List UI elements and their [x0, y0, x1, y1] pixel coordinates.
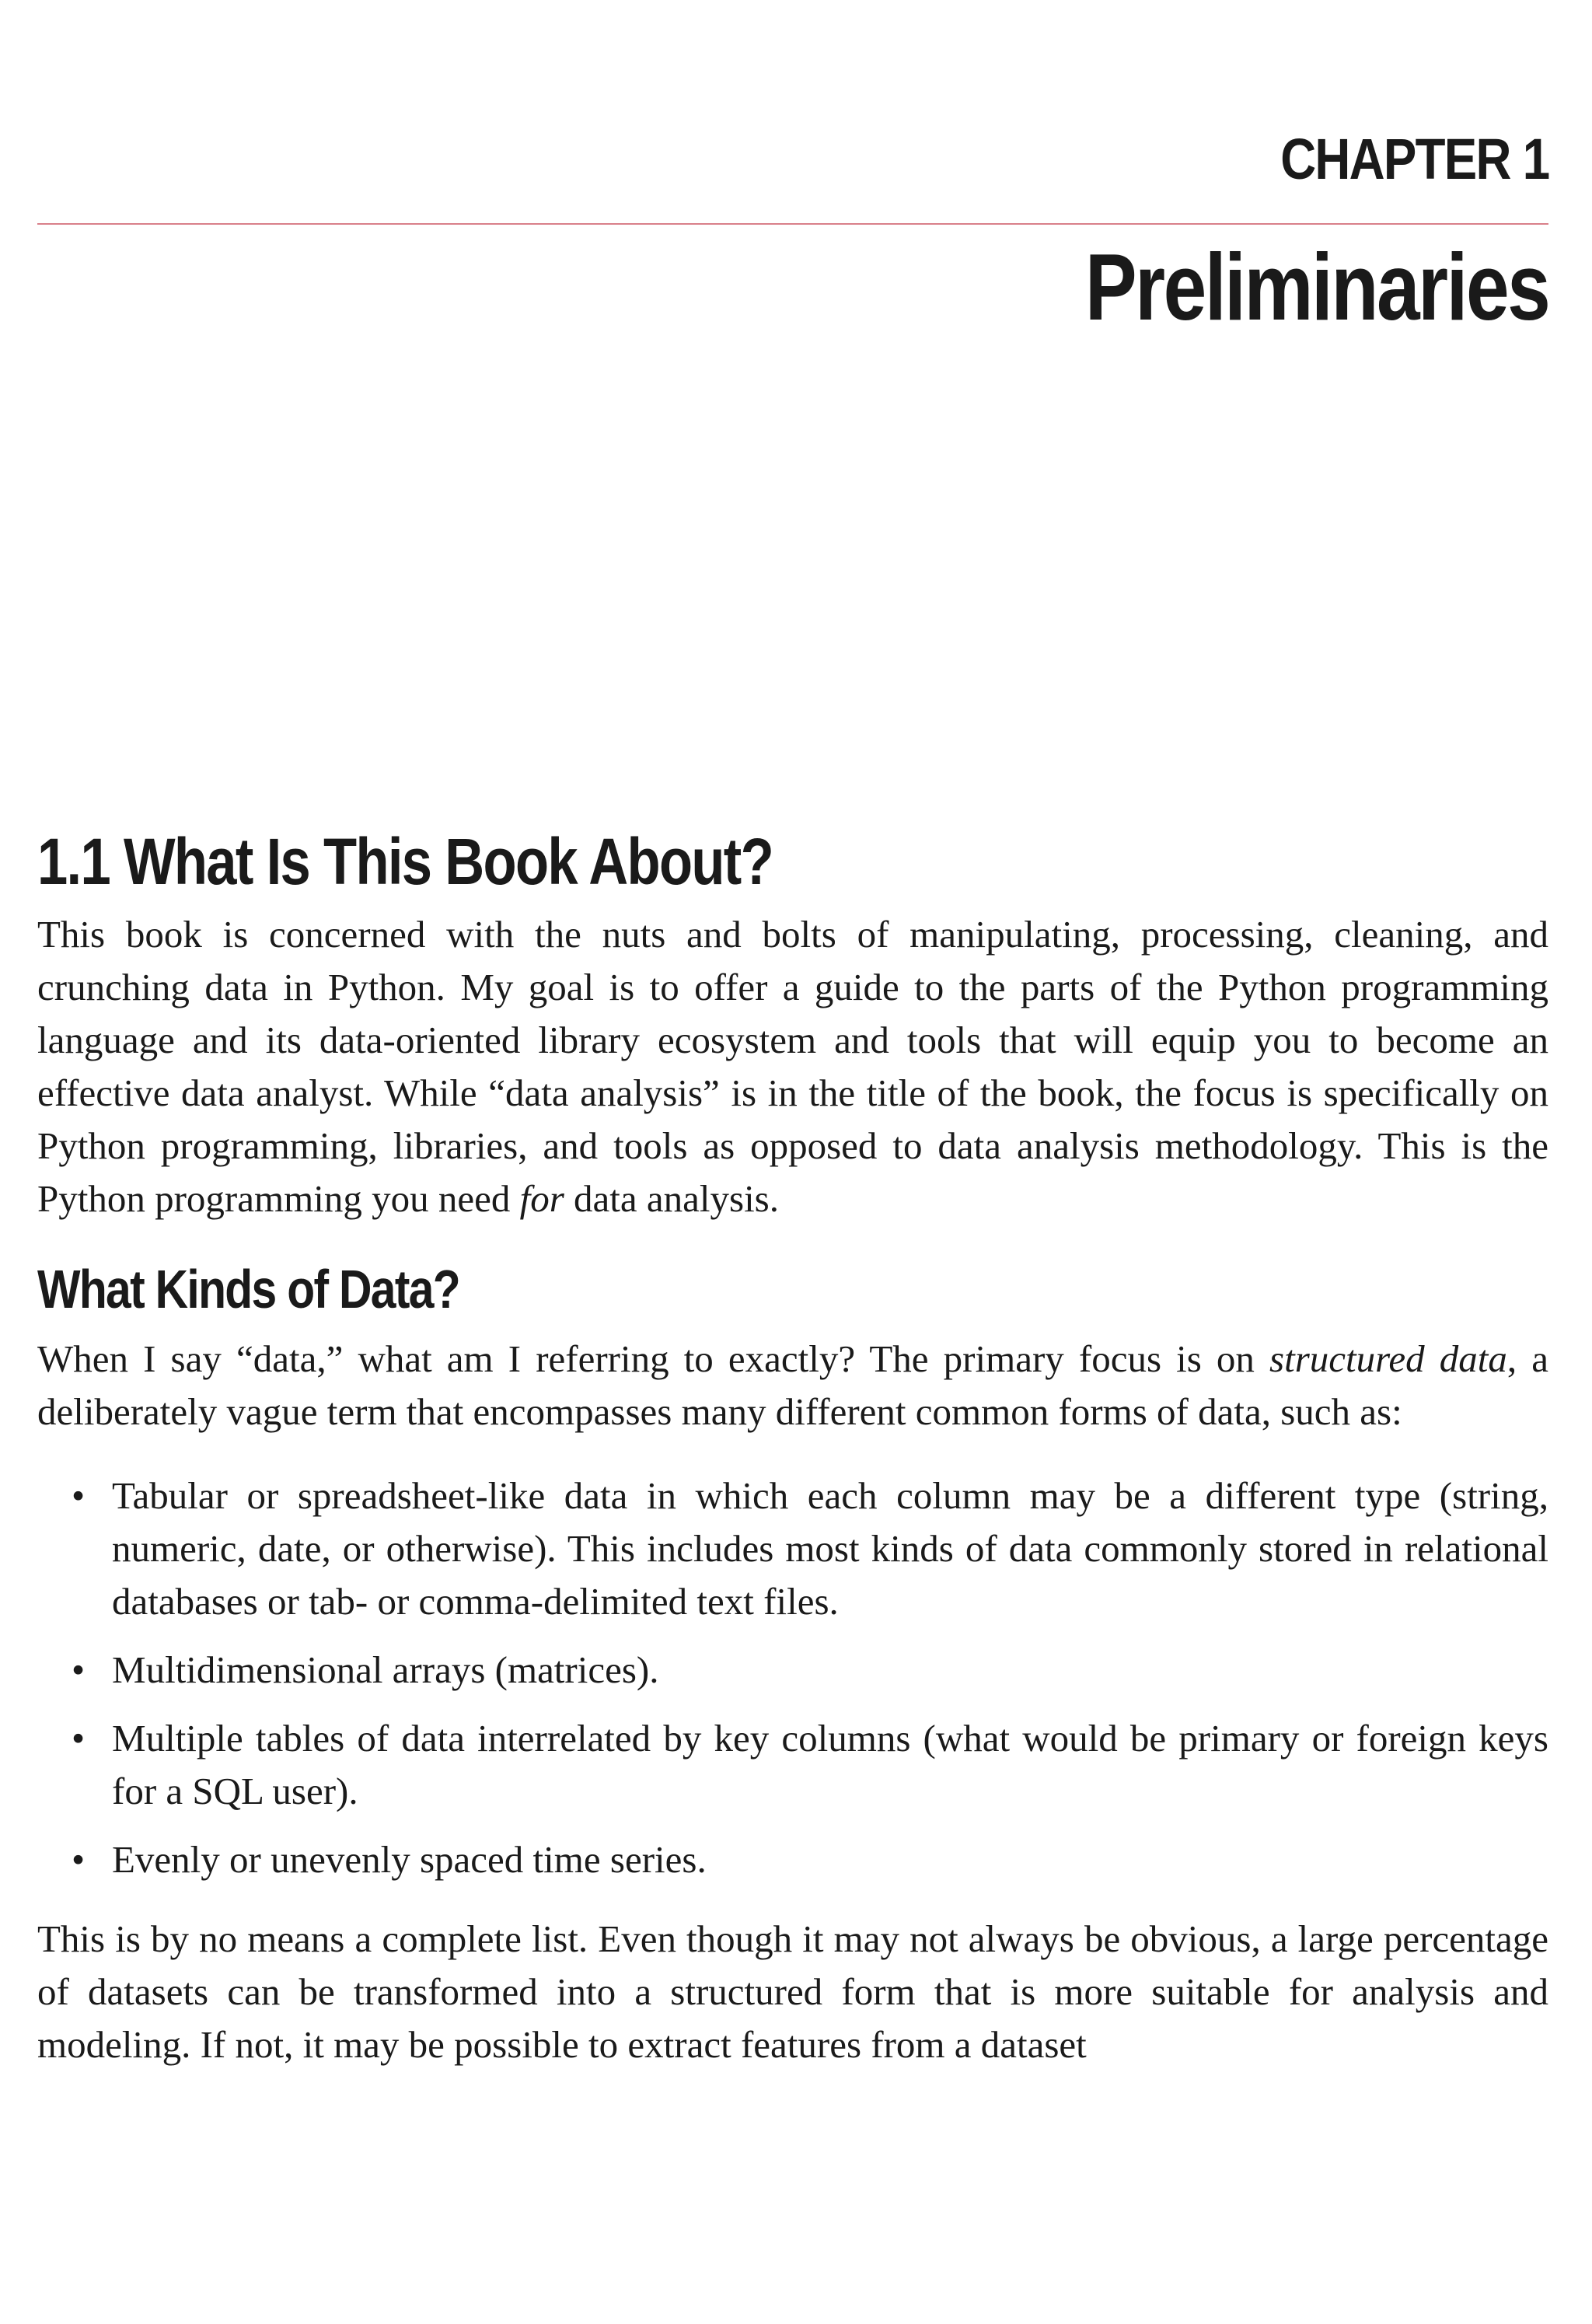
- list-item-text: Tabular or spreadsheet-like data in which each column may be a different type (string, numeric, date, or otherwise). This includes most kinds of data commonly stored in relational databases or tab- or comma-delimited text files.: [112, 1474, 1548, 1623]
- list-item-text: Multiple tables of data interrelated by key columns (what would be primary or foreign keys for a SQL user).: [112, 1717, 1548, 1812]
- chapter-label: CHAPTER 1: [1280, 127, 1548, 191]
- subsection-intro: [37, 1333, 1548, 1438]
- data-kinds-list: [37, 1470, 1548, 1886]
- chapter-title: Preliminaries: [1084, 234, 1548, 340]
- section-paragraph: [37, 908, 1548, 1225]
- list-item: [37, 1712, 1548, 1818]
- chapter-divider: [37, 223, 1548, 225]
- book-page: [37, 0, 1548, 2324]
- chapter-body: [37, 823, 1548, 2079]
- bullet-icon: •: [72, 1838, 86, 1881]
- closing-paragraph: This is by no means a complete list. Even though it may not always be obvious, a large percentage of datasets can be transformed into a structured form that is more suitable for analysis and modeling. If not, it may be possible to extract features from a dataset: [37, 1917, 1548, 2066]
- list-item: [37, 1833, 1548, 1886]
- list-item-text: Multidimensional arrays (matrices).: [112, 1648, 659, 1691]
- section-heading: 1.1 What Is This Book About?: [37, 825, 773, 898]
- paragraph-text: data analysis.: [564, 1177, 780, 1220]
- paragraph-text: This book is concerned with the nuts and bolts of manipulating, processing, cleaning, and crunching data in Python. My goal is to offer a guide to the parts of the Python programming language and its data-oriented library ecosystem and tools that will equip you to become an effective data analyst. While “data analysis” is in the title of the book, the focus is specifically on Python programming, libraries, and tools as opposed to data analysis methodology. This is the Python programming you need: [37, 913, 1548, 1220]
- bullet-icon: •: [72, 1474, 86, 1517]
- paragraph-text: When I say “data,” what am I referring to exactly? The primary focus is on: [37, 1337, 1270, 1380]
- bullet-icon: •: [72, 1648, 86, 1691]
- paragraph-text: , a deliberately vague term that encompasses many different common forms of data, such as:: [37, 1337, 1549, 1433]
- list-item-text: Evenly or unevenly spaced time series.: [112, 1838, 707, 1881]
- list-item: [37, 1470, 1548, 1628]
- emphasis-text: for: [519, 1177, 564, 1220]
- bullet-icon: •: [72, 1717, 86, 1760]
- list-item: [37, 1644, 1548, 1697]
- subsection-heading: What Kinds of Data?: [37, 1259, 459, 1319]
- emphasis-text: structured data: [1269, 1337, 1507, 1380]
